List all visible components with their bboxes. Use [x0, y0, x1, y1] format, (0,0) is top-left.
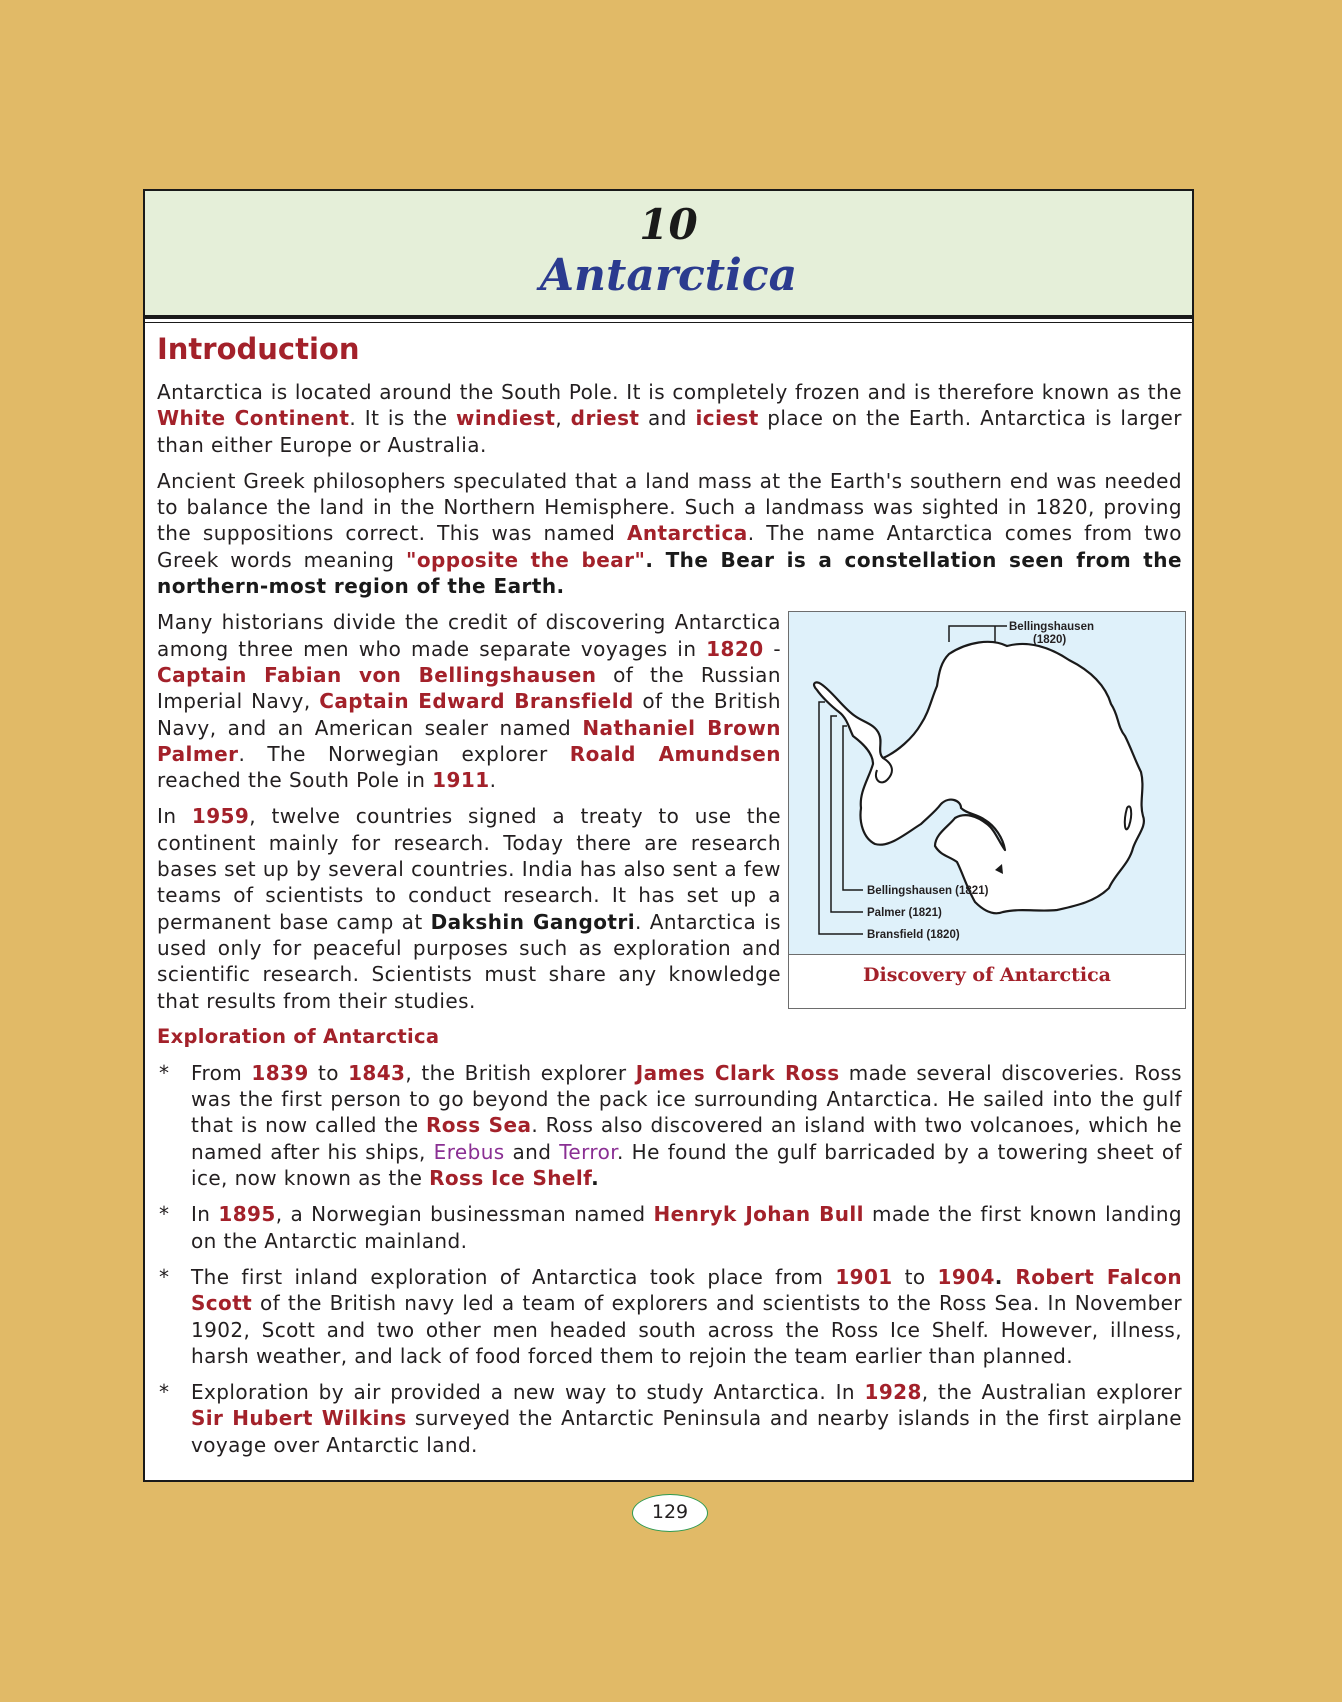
section-heading-introduction: Introduction — [157, 332, 360, 366]
text-run: . The Bear is a constellation seen from the northern-most region of the Earth. — [157, 547, 1183, 599]
text-run: Exploration by air provided a new way to study Antarctica. In — [191, 1380, 865, 1405]
section-heading-exploration: Exploration of Antarctica — [157, 1024, 440, 1048]
antarctica-map-svg — [789, 612, 1185, 954]
page-frame — [143, 189, 1194, 1482]
label-bellingshausen-top-year: (1820) — [1033, 634, 1067, 647]
text-run: made the first known landing on the Antarctic mainland. — [191, 1202, 1182, 1253]
bellingshausen-1820-bracket — [949, 626, 1007, 642]
text-with-figure — [157, 609, 1182, 1013]
highlight-term: Captain Edward Bransfield — [319, 689, 634, 714]
text-run: place on the Earth. Antarctica is larger than either Europe or Australia. — [157, 406, 1182, 457]
ship-name: Terror — [559, 1139, 618, 1164]
text-run: , twelve countries signed a treaty to use the continent mainly for research. Today there are research bases set up by several countries. India has also sent a few teams of scientists to conduct research. It has set up a permanent base camp at — [157, 804, 781, 934]
ship-name: Erebus — [433, 1139, 505, 1164]
text-run: , the Australian explorer — [921, 1380, 1182, 1405]
text-run: reached the South Pole in — [157, 768, 433, 793]
text-run: . He found the gulf barricaded by a towering sheet of ice, now known as the — [191, 1139, 1182, 1191]
page-number: 129 — [632, 1494, 708, 1532]
highlight-term: 1901 — [835, 1264, 893, 1289]
text-run: In — [191, 1202, 219, 1227]
label-bransfield-1820: Bransfield (1820) — [867, 929, 960, 942]
highlight-term: Ross Sea — [425, 1113, 532, 1138]
bullet-asterisk: * — [159, 1202, 170, 1227]
highlight-term: windiest — [455, 406, 556, 431]
text-run: The first inland exploration of Antarctica took place from — [191, 1264, 836, 1289]
antarctica-map — [789, 612, 1185, 955]
intro-paragraph-1 — [157, 379, 1182, 458]
text-run: surveyed the Antarctic Peninsula and nearby islands in the first airplane voyage over Antarctic land. — [191, 1406, 1182, 1457]
chapter-title: Antarctica — [539, 250, 798, 301]
highlight-term: 1928 — [864, 1380, 922, 1405]
discovery-figure — [788, 611, 1186, 1009]
list-item — [157, 1379, 1182, 1458]
exploration-list — [157, 1060, 1182, 1458]
text-run: Many historians divide the credit of discovering Antarctica among three men who made separate voyages in — [157, 610, 781, 661]
highlight-term: 1839 — [251, 1060, 309, 1085]
chapter-content — [157, 325, 1182, 1468]
highlight-term: 1959 — [191, 804, 250, 829]
text-run: , — [555, 406, 571, 431]
list-item — [157, 1060, 1182, 1191]
highlight-term: "opposite the bear" — [405, 547, 646, 572]
text-run: of the British Navy, and an American sealer named — [157, 689, 781, 740]
text-run: . The name Antarctica comes from two Greek words meaning — [157, 521, 1182, 572]
text-run: and — [504, 1139, 560, 1164]
text-run: . It is the — [349, 406, 456, 431]
text-run: . — [591, 1166, 600, 1191]
header-divider — [145, 322, 1192, 323]
highlight-term: Henryk Johan Bull — [653, 1202, 864, 1227]
intro-paragraph-4 — [157, 803, 781, 1013]
list-item — [157, 1264, 1182, 1369]
text-run: . — [994, 1264, 1016, 1289]
text-run: . The Norwegian explorer — [238, 741, 570, 766]
text-run: to — [308, 1060, 349, 1085]
highlight-term: Sir Hubert Wilkins — [191, 1406, 407, 1431]
highlight-term: 1911 — [432, 768, 490, 793]
highlight-term: Robert Falcon Scott — [191, 1264, 1182, 1316]
bold-term: Dakshin Gangotri — [430, 909, 636, 934]
highlight-term: Antarctica — [626, 521, 748, 546]
text-run: , a Norwegian businessman named — [275, 1202, 654, 1227]
text-run: Antarctica is located around the South Pole. It is completely frozen and is therefore known as the — [157, 380, 1182, 404]
palmer-1821-leader — [831, 716, 863, 912]
highlight-term: Roald Amundsen — [569, 741, 781, 766]
label-bellingshausen-1821: Bellingshausen (1821) — [867, 885, 989, 898]
highlight-term: 1904 — [937, 1264, 995, 1289]
text-run: , the British explorer — [405, 1060, 636, 1085]
text-run: . Antarctica is used only for peaceful purposes such as exploration and scientific research. Scientists must share any knowledge that results from their studies. — [157, 909, 781, 1013]
antarctica-outline — [814, 642, 1144, 913]
highlight-term: iciest — [695, 406, 759, 431]
label-palmer-1821: Palmer (1821) — [867, 907, 942, 920]
highlight-term: 1843 — [348, 1060, 406, 1085]
text-run: - — [763, 636, 781, 661]
highlight-term: Captain Fabian von Bellingshausen — [157, 662, 597, 687]
highlight-term: Nathaniel Brown Palmer — [157, 715, 781, 766]
bullet-asterisk: * — [159, 1380, 170, 1405]
highlight-term: 1895 — [218, 1202, 276, 1227]
text-run: of the British navy led a team of explorers and scientists to the Ross Sea. In November 1902, Scott and two other men headed south across the Ross Ice Shelf. However, illness, harsh weather, and lack of food forced them to rejoin the team earlier than planned. — [191, 1291, 1182, 1368]
highlight-term: 1820 — [706, 636, 764, 661]
left-text-column — [157, 609, 781, 1013]
text-run: In — [157, 804, 192, 829]
highlight-term: Ross Ice Shelf — [429, 1166, 592, 1191]
text-run: of the Russian Imperial Navy, — [157, 662, 781, 714]
highlight-term: driest — [570, 406, 640, 431]
bullet-asterisk: * — [159, 1060, 170, 1085]
bullet-asterisk: * — [159, 1264, 170, 1289]
text-run: made several discoveries. Ross was the first person to go beyond the pack ice surrounding Antarctica. He sailed into the gulf that is now called the — [191, 1060, 1182, 1138]
text-run: From — [191, 1060, 252, 1085]
highlight-term: White Continent — [157, 406, 350, 431]
intro-paragraph-2 — [157, 468, 1182, 599]
list-item — [157, 1201, 1182, 1254]
text-run: to — [892, 1264, 938, 1289]
label-bellingshausen-top: Bellingshausen — [1009, 621, 1094, 634]
text-run: Ancient Greek philosophers speculated that a land mass at the Earth's southern end was needed to balance the land in the Northern Hemisphere. Such a landmass was sighted in 1820, proving the suppositions correct. This was named — [157, 468, 1182, 546]
text-run: . Ross also discovered an island with two volcanoes, which he named after his ships, — [191, 1113, 1183, 1164]
chapter-header — [145, 191, 1192, 319]
chapter-number: 10 — [639, 200, 698, 249]
figure-caption: Discovery of Antarctica — [863, 964, 1111, 987]
text-run: . — [489, 768, 497, 793]
highlight-term: James Clark Ross — [635, 1060, 840, 1085]
text-run: and — [639, 406, 696, 431]
intro-paragraph-3 — [157, 609, 781, 793]
